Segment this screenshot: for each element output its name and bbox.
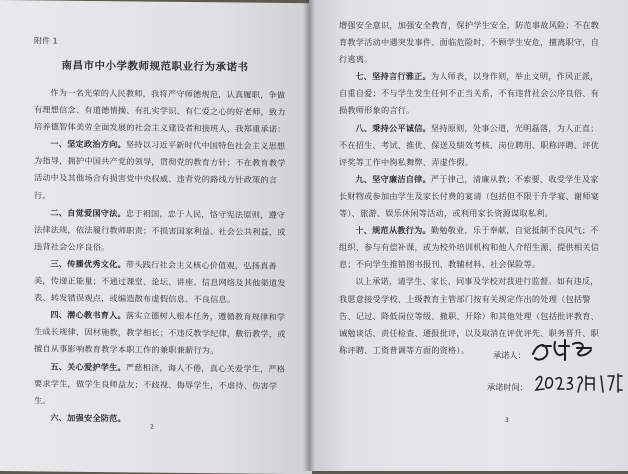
item-7-body: 为人师表，以身作则，举止文明，作风正派，自重自爱；不与学生发生任何不正当关系，不有违背社会公序良俗、有损教师形象的言行。 <box>339 71 600 116</box>
item-10-body: 勤勉敬业，乐于奉献，自觉抵制不良风气；不组织、参与有偿补课，或为校外培训机构和他人介绍生源、提供相关信息；不向学生推销图书报刊、教辅材料、社会保险等。 <box>339 225 600 270</box>
left-page-body <box>34 84 288 429</box>
item-1-body: 坚持以习近平新时代中国特色社会主义思想为指导，拥护中国共产党的领导，贯彻党的教育方针；不在教育教学活动中及其他场合有损害党中央权威、违背党的路线方针政策的言行。 <box>34 139 286 201</box>
item-5-head: 五、关心爱护学生。 <box>50 361 126 372</box>
item-7-head: 七、坚持言行雅正。 <box>355 71 431 82</box>
item-8-body: 坚持原则，处事公道，光明磊落，为人正直；不在招生、考试、推优、保送及绩效考核、岗位聘用、职称评聘、评优评奖等工作中徇私舞弊、弄虚作假。 <box>339 122 600 167</box>
item-5-body: 严慈相济，诲人不倦，真心关爱学生，严格要求学生，做学生良师益友；不歧视、侮辱学生，不虐待、伤害学生。 <box>34 361 286 406</box>
left-page-number: 2 <box>150 423 154 431</box>
book-gutter-shadow <box>303 0 315 471</box>
item-2-head: 二、自觉爱国守法。 <box>50 207 126 218</box>
signer-label: 承诺人： <box>493 350 526 360</box>
handwritten-signature <box>529 336 599 366</box>
closing-paragraph: 以上承诺，请学生、家长、同事及学校对我进行监督。如有违反，我愿意接受学校、上级教育主管部门按有关规定作出的处理（包括警告、记过、降低岗位等级、撤职、开除）和其他处理（包括批评教育、诫勉谈话、责任检查、通报批评，以及取消在评优评先、职务晋升、职称评聘、工资普调等方面的资格）。 <box>339 276 600 355</box>
item-5 <box>34 358 288 412</box>
right-page <box>309 0 628 471</box>
right-page-body <box>339 17 601 359</box>
handwritten-date <box>534 370 624 396</box>
item-9-head: 九、坚守廉洁自律。 <box>355 173 431 184</box>
left-page <box>0 0 312 474</box>
date-label: 承诺时间： <box>487 382 528 392</box>
item-7 <box>339 68 601 119</box>
item-2-body: 忠于祖国，忠于人民，恪守宪法原则，遵守法律法规，依法履行教师职责；不损害国家利益、社会公共利益，或违背社会公序良俗。 <box>34 207 286 252</box>
item-9 <box>339 171 601 222</box>
item-3-body: 带头践行社会主义核心价值观，弘扬真善美，传递正能量；不通过课堂、论坛、讲座、信息网络及其他渠道发表、转发错误观点，或编造散布虚假信息、不良信息。 <box>34 259 286 305</box>
item-10 <box>339 222 601 273</box>
item-6-continued: 增强安全意识，加强安全教育，保护学生安全，防范事故风险；不在教育教学活动中遇突发事件、面临危险时，不顾学生安危，擅离职守，自行逃离。 <box>339 20 600 65</box>
item-3-head: 三、传播优秀文化。 <box>50 258 126 270</box>
item-6-head: 六、加强安全防范。 <box>50 412 126 424</box>
item-4 <box>34 307 288 361</box>
item-4-head: 四、潜心教书育人。 <box>50 309 126 321</box>
item-3 <box>34 255 288 309</box>
item-4-body: 落实立德树人根本任务，遵循教育规律和学生成长规律，因材施教，教学相长；不违反教学纪律，敷衍教学，或擅自从事影响教育教学本职工作的兼职兼薪行为。 <box>34 310 286 356</box>
item-9-body: 严于律己，清廉从教；不索要、收受学生及家长财物或参加由学生及家长付费的宴请（包括但不限于升学宴、谢师宴等）、旅游、娱乐休闲等活动，或利用家长资源谋取私利。 <box>339 173 600 219</box>
document-title: 南昌市中小学教师规范职业行为承诺书 <box>61 59 249 74</box>
item-8-head: 八、秉持公平诚信。 <box>355 122 431 133</box>
right-page-number: 3 <box>505 417 509 424</box>
item-2 <box>34 204 288 258</box>
item-1 <box>34 136 288 207</box>
item-8 <box>339 120 601 171</box>
item-1-head: 一、坚定政治方向。 <box>50 138 126 150</box>
item-6-start <box>34 409 288 429</box>
intro-paragraph: 作为一名光荣的人民教师，我将严守师德规范，认真履职，争做有理想信念、有道德情操、有扎实学识、有仁爱之心的好老师，致力培养德智体美劳全面发展的社会主义建设者和接班人，我郑重承诺： <box>34 87 286 135</box>
attachment-label: 附件 1 <box>34 36 58 46</box>
item-10-head: 十、规范从教行为。 <box>355 225 431 236</box>
